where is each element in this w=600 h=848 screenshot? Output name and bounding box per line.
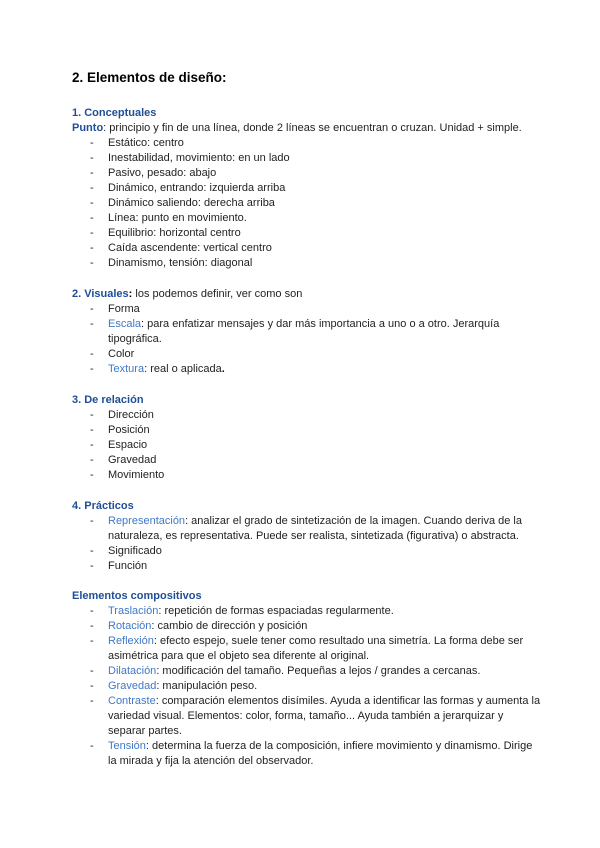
item-term: Contraste — [108, 695, 156, 707]
section-compositivos — [72, 589, 542, 769]
item-term: Representación — [108, 515, 186, 527]
list-item — [72, 347, 542, 362]
list-item: - Dinamismo, tensión: diagonal — [72, 256, 542, 271]
list-item — [72, 694, 542, 739]
item-text: : cambio de dirección y posición — [151, 620, 308, 632]
list-item: - Espacio — [72, 438, 542, 453]
list-item: - Inestabilidad, movimiento: en un lado — [72, 151, 542, 166]
list-item — [72, 317, 542, 347]
item-term: Dilatación — [108, 665, 157, 677]
intro-term: Punto — [72, 122, 104, 134]
list-item: - Posición — [72, 423, 542, 438]
document-title: 2. Elementos de diseño: — [72, 70, 227, 85]
list-item — [72, 634, 542, 664]
list-item — [72, 362, 542, 377]
list-item — [72, 302, 542, 317]
section-title: 1. Conceptuales — [72, 107, 157, 119]
list-item: - Equilibrio: horizontal centro — [72, 226, 542, 241]
list-item: - Línea: punto en movimiento. — [72, 211, 542, 226]
conceptuales-list — [72, 136, 542, 271]
section-relacion — [72, 393, 542, 483]
item-text: : determina la fuerza de la composición, infiere movimiento y dinamismo. Dirige la mirada y fija la atención del observador. — [108, 740, 533, 767]
item-text: : repetición de formas espaciadas regularmente. — [158, 605, 394, 617]
section-intro — [72, 287, 542, 302]
section-visuales — [72, 287, 542, 377]
item-text: Significado — [108, 545, 162, 557]
list-item — [72, 739, 542, 769]
practicos-list — [72, 514, 542, 574]
item-term: Rotación — [108, 620, 152, 632]
item-term: Reflexión — [108, 635, 154, 647]
section-conceptuales — [72, 106, 542, 271]
list-item: - Caída ascendente: vertical centro — [72, 241, 542, 256]
list-item: - Movimiento — [72, 468, 542, 483]
item-text: : comparación elementos disímiles. Ayuda a identificar las formas y aumenta la variedad visual. Elementos: color, forma, tamaño... Ayuda también a jerarquizar y separar partes. — [108, 695, 541, 737]
list-item — [72, 559, 542, 574]
title-colon: : — [128, 288, 133, 300]
item-text: Forma — [108, 303, 140, 315]
item-text: : analizar el grado de sintetización de la imagen. Cuando deriva de la naturaleza, es representativa. Puede ser realista, sintetizada (figurativa) o abstracta. — [108, 515, 522, 542]
item-tail: . — [221, 363, 225, 375]
section-title: 4. Prácticos — [72, 500, 134, 512]
list-item — [72, 664, 542, 679]
list-item: - Dinámico, entrando: izquierda arriba — [72, 181, 542, 196]
section-title: 3. De relación — [72, 394, 144, 406]
item-text: : modificación del tamaño. Pequeñas a lejos / grandes a cercanas. — [156, 665, 481, 677]
item-term: Escala — [108, 318, 142, 330]
item-text: Función — [108, 560, 148, 572]
item-text: : manipulación peso. — [156, 680, 258, 692]
item-term: Gravedad — [108, 680, 157, 692]
list-item: - Dirección — [72, 408, 542, 423]
item-term: Textura — [108, 363, 145, 375]
section-title: Elementos compositivos — [72, 590, 202, 602]
visuales-list — [72, 302, 542, 377]
item-text: Color — [108, 348, 135, 360]
list-item: - Dinámico saliendo: derecha arriba — [72, 196, 542, 211]
intro-text: los podemos definir, ver como son — [132, 288, 303, 300]
list-item — [72, 604, 542, 619]
item-text: : efecto espejo, suele tener como resultado una simetría. La forma debe ser asimétrica para que el objeto sea diferente al original. — [108, 635, 524, 662]
list-item: - Estático: centro — [72, 136, 542, 151]
list-item: - Pasivo, pesado: abajo — [72, 166, 542, 181]
list-item — [72, 514, 542, 544]
section-practicos — [72, 499, 542, 574]
list-item: - Gravedad — [72, 453, 542, 468]
item-term: Tensión — [108, 740, 146, 752]
compositivos-list — [72, 604, 542, 769]
section-intro — [72, 121, 542, 136]
relacion-list — [72, 408, 542, 483]
section-title: 2. Visuales — [72, 288, 129, 300]
item-text: : real o aplicada — [144, 363, 222, 375]
list-item — [72, 619, 542, 634]
item-text: : para enfatizar mensajes y dar más importancia a uno o a otro. Jerarquía tipográfica. — [108, 318, 500, 345]
intro-text: : principio y fin de una línea, donde 2 líneas se encuentran o cruzan. Unidad + simple. — [103, 122, 522, 134]
list-item — [72, 544, 542, 559]
list-item — [72, 679, 542, 694]
item-term: Traslación — [108, 605, 159, 617]
